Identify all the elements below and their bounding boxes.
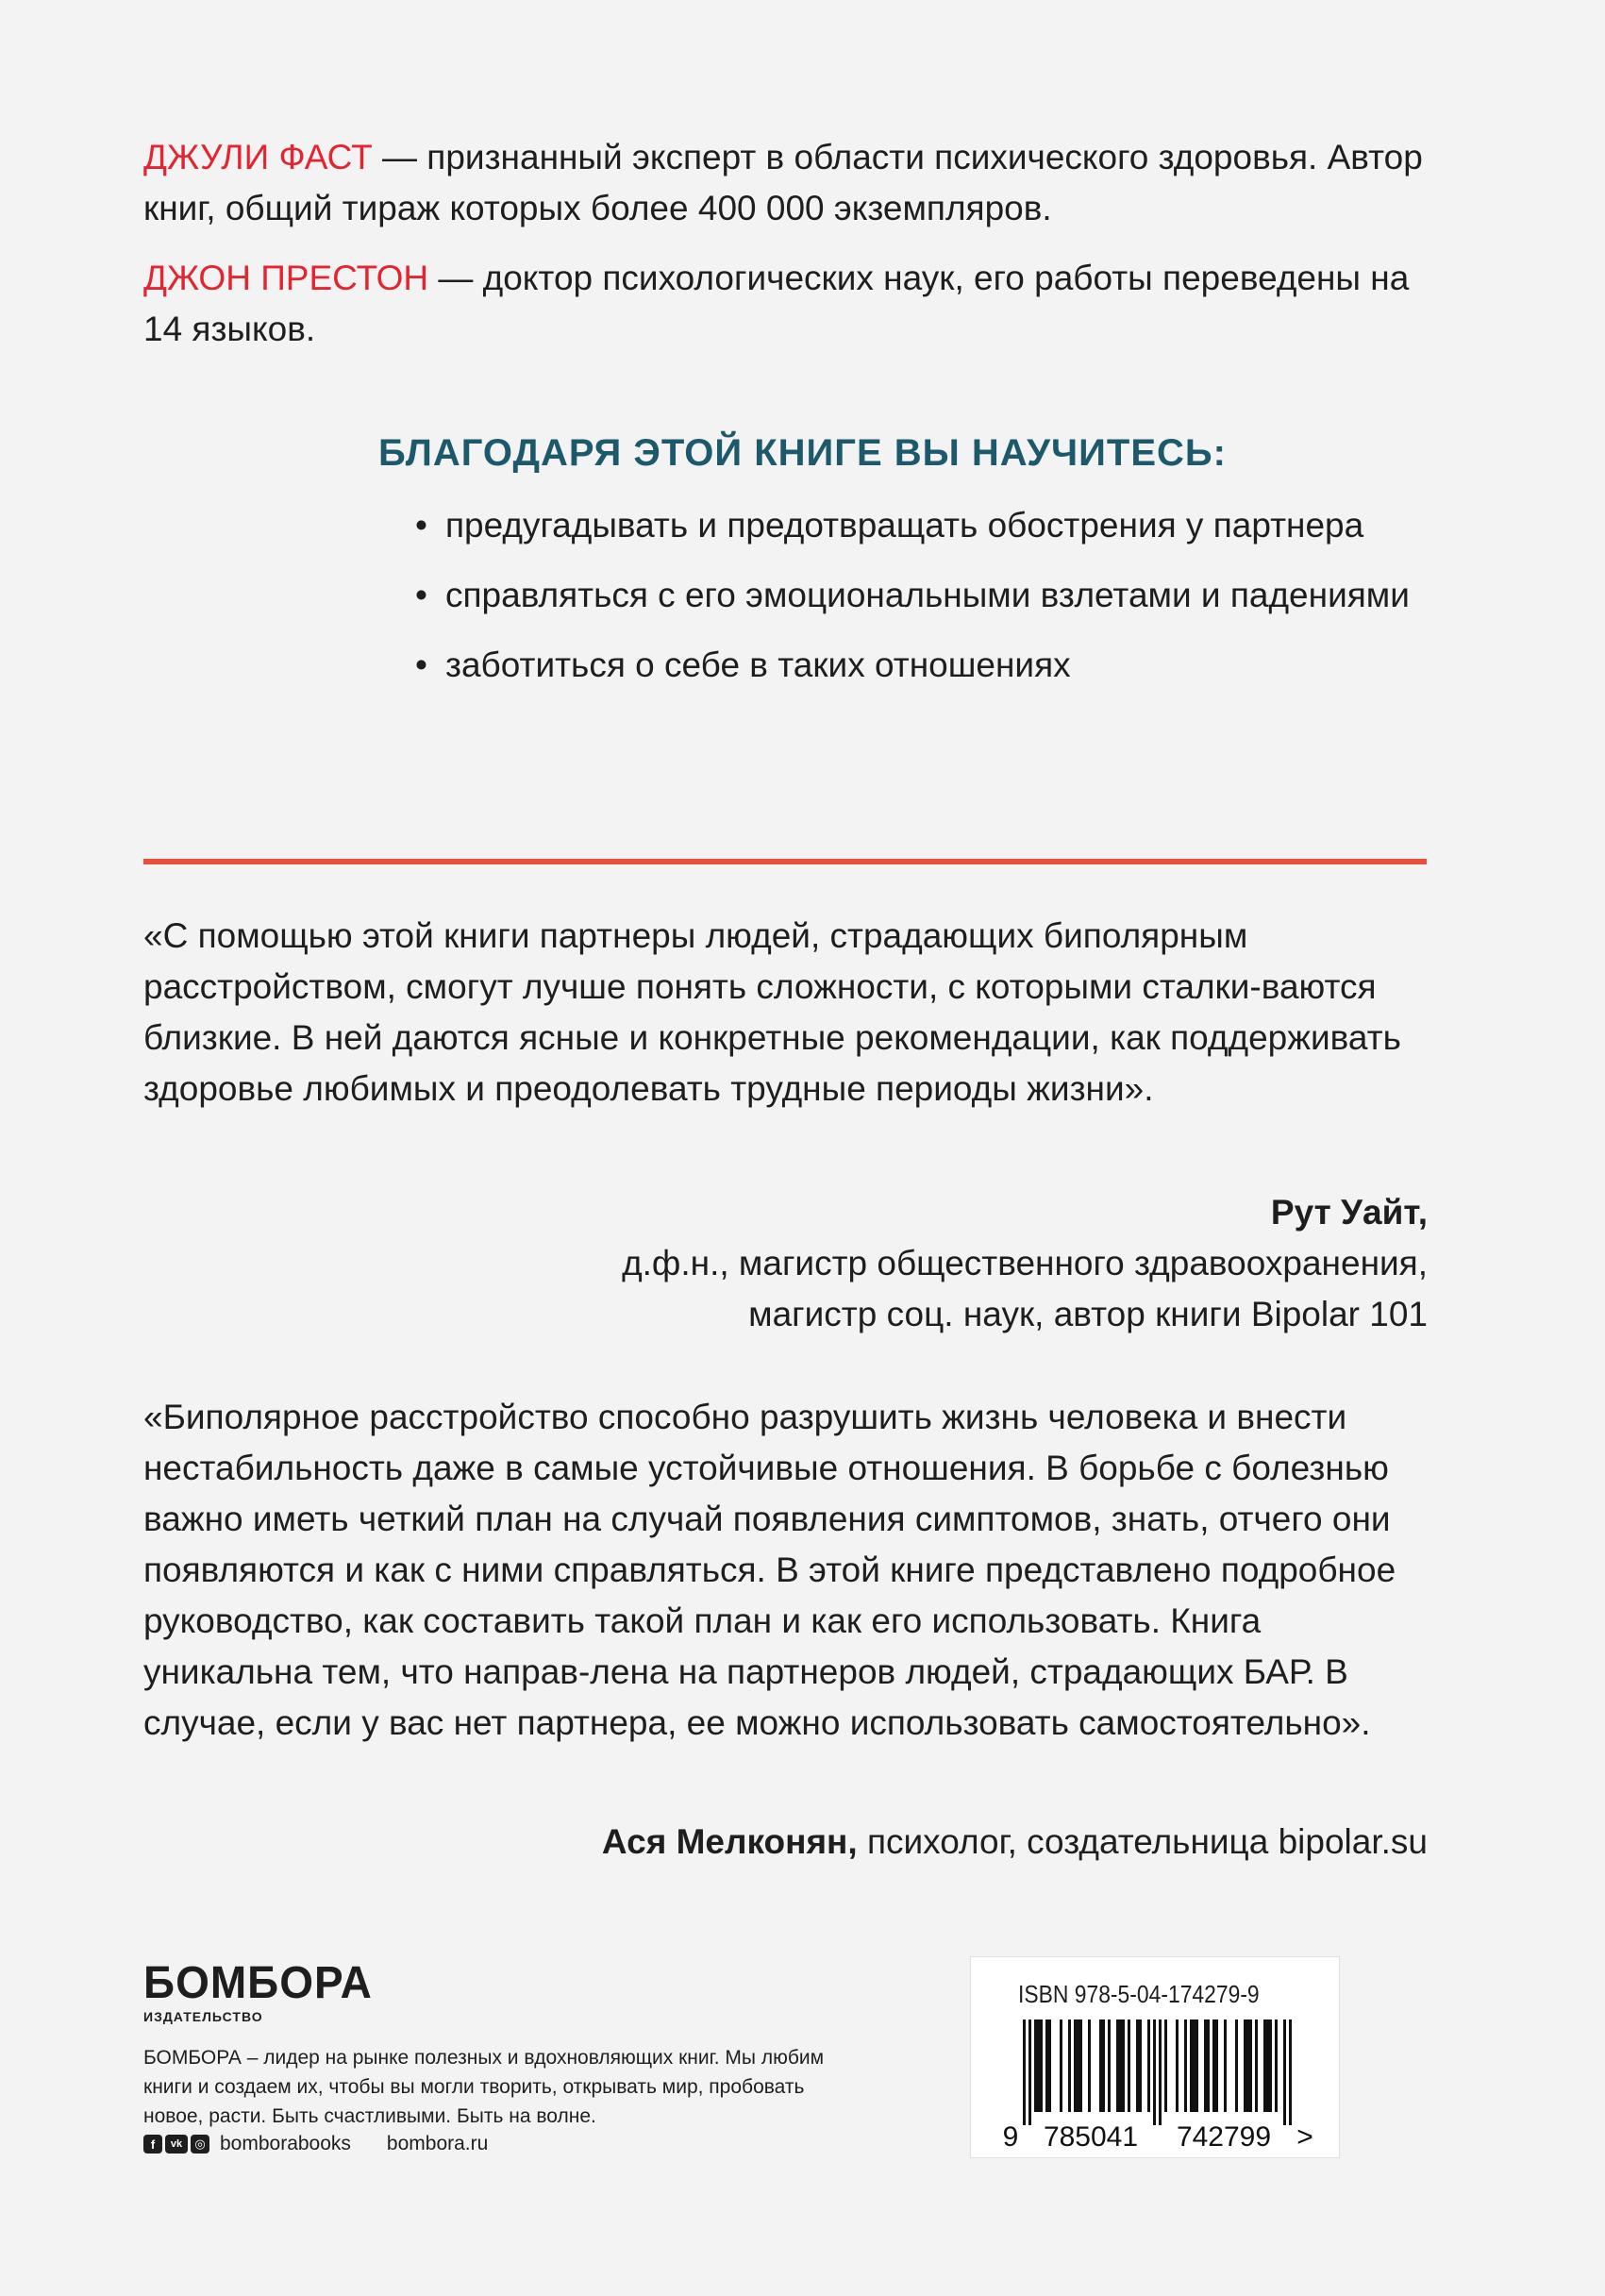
- reviewer-title: д.ф.н., магистр общественного здравоохранения,: [622, 1244, 1428, 1282]
- learn-heading: БЛАГОДАРЯ ЭТОЙ КНИГЕ ВЫ НАУЧИТЕСЬ:: [378, 432, 1227, 474]
- barcode-bar: [1028, 2019, 1031, 2125]
- author-description: — признанный эксперт в области психического здоровья. Автор книг, общий тираж которых более 400 000 экземпляров.: [143, 138, 1423, 227]
- divider: [143, 859, 1427, 864]
- author-bio: [143, 132, 1446, 234]
- barcode-bar: [1164, 2019, 1167, 2112]
- publisher-logo-subtitle: ИЗДАТЕЛЬСТВО: [143, 2009, 263, 2024]
- bullet-icon: •: [415, 645, 427, 684]
- barcode-bar: [1088, 2019, 1091, 2112]
- barcode-bar: [1255, 2019, 1258, 2112]
- barcode-bar: [1159, 2019, 1162, 2125]
- review-attribution: [602, 1817, 1428, 1868]
- barcode-bar: [1153, 2019, 1156, 2125]
- barcode-bar: [1249, 2019, 1252, 2112]
- barcode-bar: [1266, 2019, 1269, 2112]
- barcode-bar: [1184, 2019, 1187, 2112]
- barcode-bar: [1060, 2019, 1062, 2112]
- barcode-bar: [1045, 2019, 1048, 2112]
- reviewer-name: Ася Мелконян,: [601, 1822, 858, 1861]
- barcode-bar: [1074, 2019, 1077, 2112]
- vk-icon[interactable]: vk: [165, 2135, 188, 2154]
- barcode-bar: [1212, 2019, 1215, 2112]
- barcode-bar: [1204, 2019, 1207, 2112]
- author-name: ДЖУЛИ ФАСТ: [143, 138, 373, 176]
- barcode-bar: [1037, 2019, 1040, 2112]
- barcode-bar: [1102, 2019, 1105, 2112]
- reviewer-name: Рут Уайт,: [1270, 1193, 1428, 1232]
- barcode-bar: [1195, 2019, 1198, 2112]
- barcode-bar: [1289, 2019, 1292, 2125]
- isbn-label: ISBN 978-5-04-174279-9: [1018, 1980, 1260, 2008]
- barcode-bar: [1034, 2019, 1037, 2112]
- isbn-barcode: [970, 1956, 1340, 2158]
- barcode-bar: [1275, 2019, 1278, 2112]
- barcode-bar: [1283, 2019, 1286, 2125]
- social-handle[interactable]: bomborabooks: [220, 2133, 351, 2154]
- review-quote: «Биполярное расстройство способно разрушить жизнь человека и внести нестабильность даже в самые устойчивые отношения. В борьбе с болезнью важно иметь четкий план на случай появления симптомов, знать, отчего они появляются и как с ними справляться. В этой книге представлено подробное руководство, как составить такой план и как его использовать. Книга уникальна тем, что направ-лена на партнеров людей, страдающих БАР. В случае, если у вас нет партнера, ее можно использовать самостоятельно».: [143, 1398, 1396, 1742]
- barcode-bar: [1077, 2019, 1079, 2112]
- barcode-bar: [1048, 2019, 1051, 2112]
- review-quote: «С помощью этой книги партнеры людей, страдающих биполярным расстройством, смогут лучше понять сложности, с которыми сталки-ваются близкие. В ней даются ясные и конкретные рекомендации, как поддерживать здоровье любимых и преодолевать трудные периоды жизни».: [143, 916, 1401, 1108]
- publisher-logo-text: БОМБОРА: [143, 1955, 373, 2008]
- social-links: [143, 2133, 488, 2155]
- barcode-bar: [1136, 2019, 1139, 2112]
- bullet-icon: •: [415, 506, 427, 545]
- author-bio: [143, 253, 1446, 355]
- barcode-bar: [1176, 2019, 1179, 2112]
- barcode-digits: 9: [1002, 2121, 1019, 2153]
- publisher-about: БОМБОРА – лидер на рынке полезных и вдохновляющих книг. Мы любим книги и создаем их, чтобы вы могли творить, открывать мир, пробовать новое, расти. Быть счастливыми. Быть на волне.: [143, 2047, 825, 2127]
- barcode-bar: [1023, 2019, 1026, 2125]
- barcode-bar: [1079, 2019, 1082, 2112]
- barcode-bar: [1108, 2019, 1111, 2112]
- author-description: — доктор психологических наук, его работы переведены на 14 языков.: [143, 259, 1410, 348]
- barcode-bar: [1244, 2019, 1246, 2112]
- learn-list: [415, 500, 1453, 710]
- barcode-bar: [1122, 2019, 1125, 2112]
- instagram-icon[interactable]: ◎: [191, 2135, 209, 2154]
- barcode-bar: [1224, 2019, 1227, 2112]
- barcode-digits: 742799: [1176, 2121, 1272, 2153]
- author-name: ДЖОН ПРЕСТОН: [143, 259, 429, 297]
- barcode-bar: [1139, 2019, 1142, 2112]
- barcode-bar: [1119, 2019, 1122, 2112]
- barcode-bar: [1235, 2019, 1238, 2112]
- facebook-icon[interactable]: f: [143, 2135, 162, 2154]
- barcode-bar: [1263, 2019, 1266, 2112]
- barcode-bar: [1193, 2019, 1195, 2112]
- barcode-bar: [1128, 2019, 1130, 2112]
- website-link[interactable]: bombora.ru: [386, 2133, 489, 2154]
- barcode-bar: [1099, 2019, 1102, 2112]
- reviewer-title: психолог, создательница bipolar.su: [857, 1822, 1428, 1861]
- bullet-icon: •: [415, 576, 427, 614]
- authors-block: [143, 132, 1446, 374]
- barcode-graphic: [971, 1957, 1339, 2157]
- barcode-digits: 785041: [1043, 2121, 1139, 2153]
- barcode-bar: [1246, 2019, 1249, 2112]
- reviewer-title: магистр соц. наук, автор книги Bipolar 101: [748, 1295, 1428, 1333]
- barcode-bar: [1215, 2019, 1218, 2112]
- barcode-bar: [1147, 2019, 1150, 2112]
- list-item: • справляться с его эмоциональными взлетами и падениями: [415, 570, 1453, 621]
- barcode-bar: [1269, 2019, 1272, 2112]
- barcode-bar: [1190, 2019, 1193, 2112]
- barcode-bar: [1068, 2019, 1071, 2112]
- barcode-bar: [1116, 2019, 1119, 2112]
- list-item: • заботиться о себе в таких отношениях: [415, 640, 1453, 691]
- list-item: • предугадывать и предотвращать обострения у партнера: [415, 500, 1453, 551]
- review-attribution: [622, 1187, 1428, 1340]
- barcode-digits: >: [1296, 2121, 1313, 2153]
- barcode-bar: [1040, 2019, 1043, 2112]
- barcode-bar: [1207, 2019, 1210, 2112]
- publisher-logo: [143, 1955, 373, 2024]
